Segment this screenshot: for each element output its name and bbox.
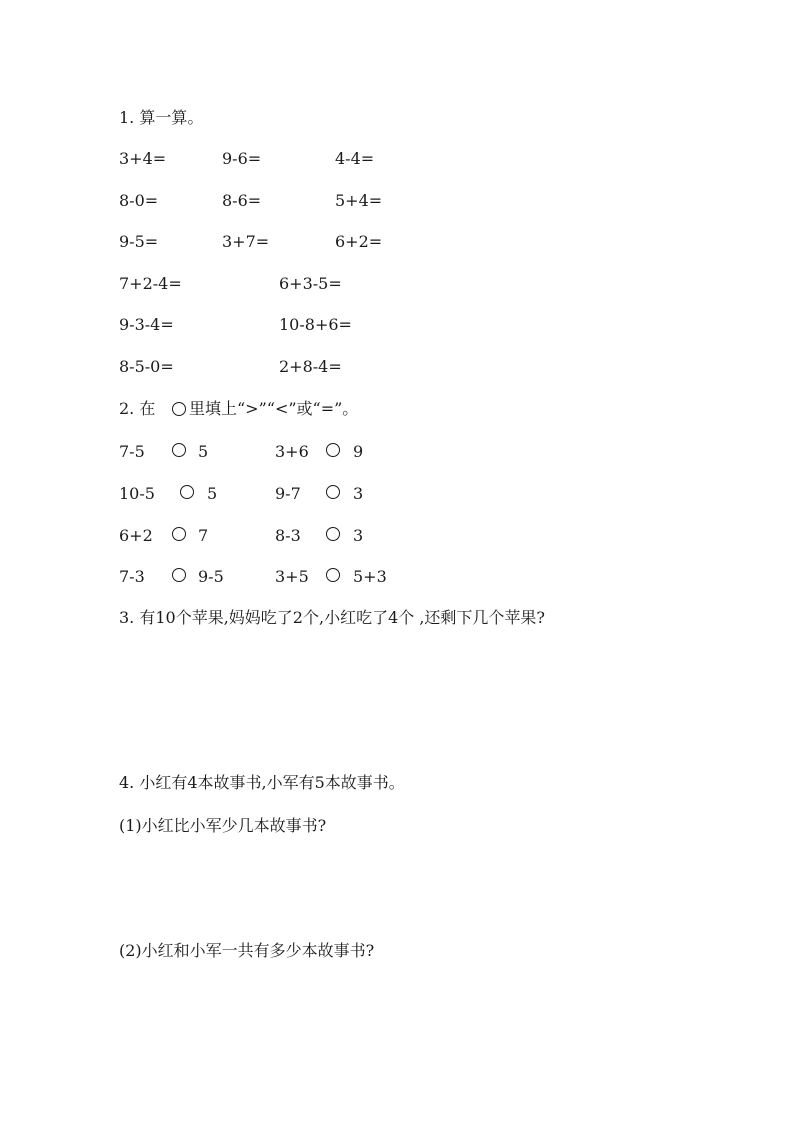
q1-expr: 7+2-4= xyxy=(119,274,182,293)
q1-expr: 6+3-5= xyxy=(279,274,342,293)
q1-expr: 2+8-4= xyxy=(279,357,342,376)
q2-right-expr: 5+3 xyxy=(353,567,387,586)
answer-circle[interactable] xyxy=(326,443,340,457)
q1-expr: 4-4= xyxy=(335,149,375,168)
q2-left-expr: 7-5 xyxy=(119,442,145,461)
q1-expr: 3+7= xyxy=(222,232,270,251)
q1-expr: 9-5= xyxy=(119,232,159,251)
q1-expr: 3+4= xyxy=(119,149,167,168)
q4-text: 4. 小红有4本故事书,小军有5本故事书。 xyxy=(119,773,405,792)
q1-expr: 6+2= xyxy=(335,232,383,251)
q2-right-expr: 9-5 xyxy=(198,567,224,586)
q2-left-expr: 3+5 xyxy=(275,567,309,586)
q2-right-expr: 7 xyxy=(198,526,209,545)
q1-title: 1. 算一算。 xyxy=(119,108,204,127)
q2-left-expr: 3+6 xyxy=(275,442,309,461)
q3-answer-area[interactable] xyxy=(119,640,679,760)
q2-right-expr: 9 xyxy=(353,442,364,461)
q4-sub2-answer-area[interactable] xyxy=(119,972,679,1082)
q1-expr: 9-3-4= xyxy=(119,315,174,334)
answer-circle[interactable] xyxy=(172,527,186,541)
q2-right-expr: 3 xyxy=(353,484,364,503)
q2-right-expr: 5 xyxy=(207,484,218,503)
q1-expr: 8-0= xyxy=(119,191,159,210)
q2-title-prefix: 2. 在 xyxy=(119,399,156,418)
q2-left-expr: 9-7 xyxy=(275,484,301,503)
q1-expr: 9-6= xyxy=(222,149,262,168)
q1-expr: 8-6= xyxy=(222,191,262,210)
q2-left-expr: 6+2 xyxy=(119,526,153,545)
answer-circle[interactable] xyxy=(326,568,340,582)
q2-right-expr: 5 xyxy=(198,442,209,461)
answer-circle[interactable] xyxy=(326,527,340,541)
q2-left-expr: 10-5 xyxy=(119,484,155,503)
answer-circle[interactable] xyxy=(172,443,186,457)
q2-left-expr: 8-3 xyxy=(275,526,301,545)
q4-sub1-answer-area[interactable] xyxy=(119,848,679,928)
q3-text: 3. 有10个苹果,妈妈吃了2个,小红吃了4个 ,还剩下几个苹果? xyxy=(119,608,545,627)
q2-title-suffix: 里填上“>”“<”或“=”。 xyxy=(189,399,359,418)
q2-left-expr: 7-3 xyxy=(119,567,145,586)
answer-circle[interactable] xyxy=(172,568,186,582)
answer-circle[interactable] xyxy=(326,485,340,499)
q4-sub2: (2)小红和小军一共有多少本故事书? xyxy=(119,941,375,960)
answer-circle[interactable] xyxy=(180,485,194,499)
circle-icon xyxy=(172,402,186,416)
q1-expr: 8-5-0= xyxy=(119,357,174,376)
q1-expr: 5+4= xyxy=(335,191,383,210)
q4-sub1: (1)小红比小军少几本故事书? xyxy=(119,816,327,835)
q2-right-expr: 3 xyxy=(353,526,364,545)
q1-expr: 10-8+6= xyxy=(279,315,352,334)
